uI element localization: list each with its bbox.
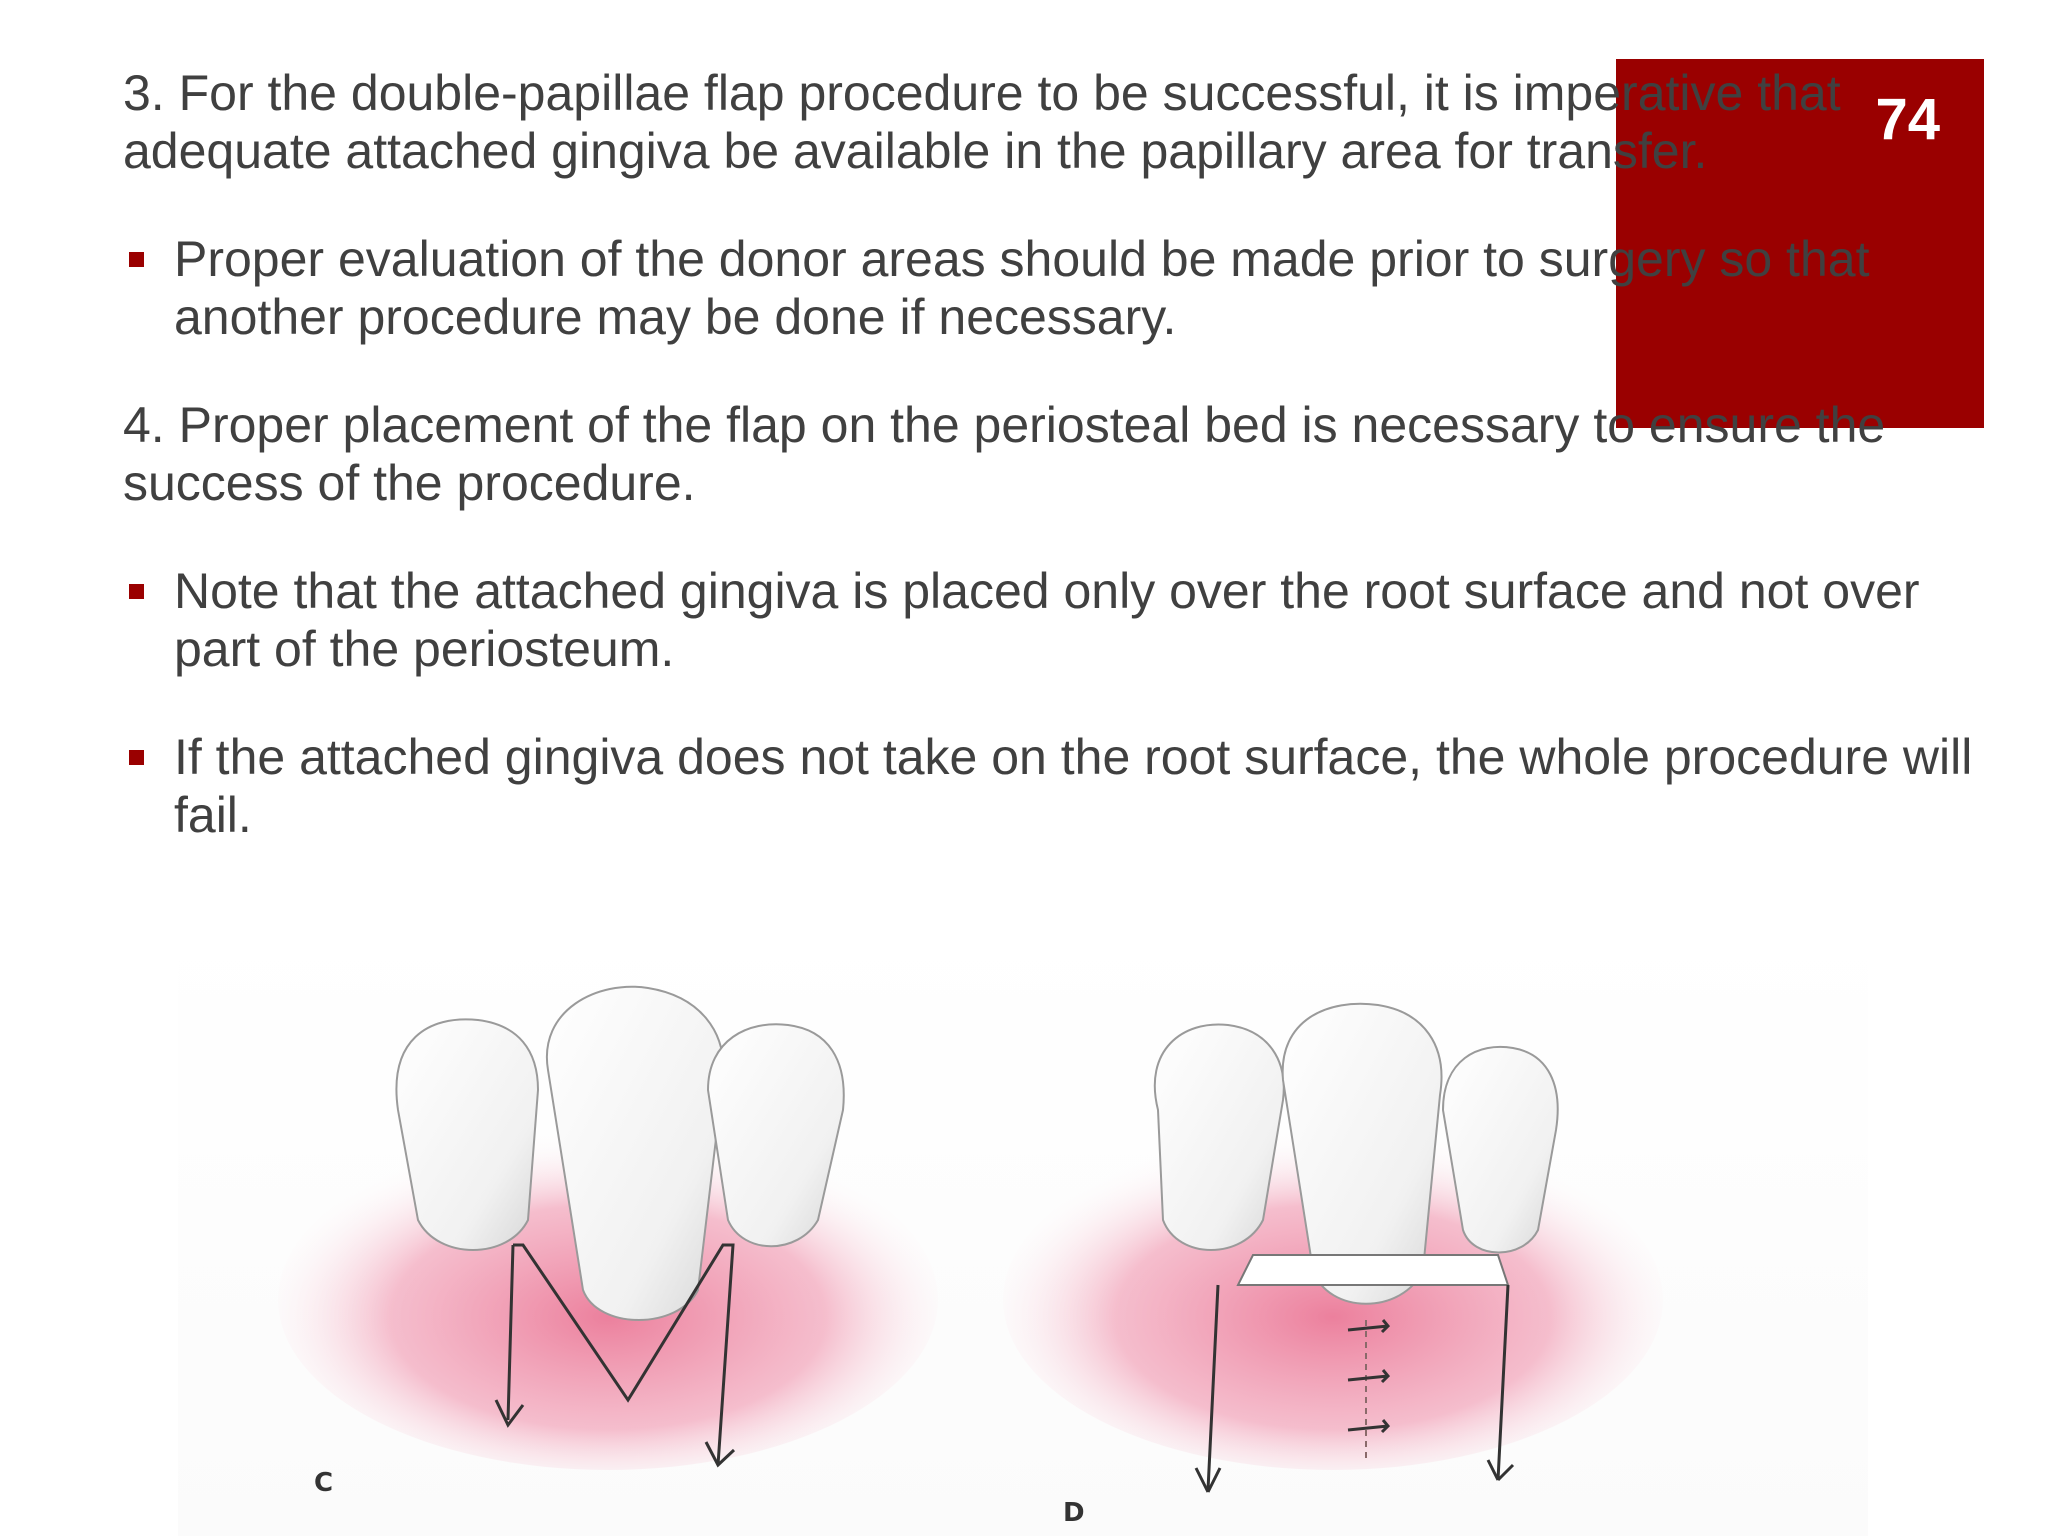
figure-label-d: D (1063, 1498, 1085, 1528)
figure-d (1003, 1004, 1663, 1492)
slide-number: 74 (1875, 87, 1940, 152)
bullet-procedure-failure (123, 728, 2003, 844)
tooth-left (396, 1019, 538, 1250)
bullet-text: If the attached gingiva does not take on the root surface, the whole procedure will fail. (174, 729, 1973, 843)
bullet-square-icon (129, 252, 144, 267)
flap-band (1238, 1255, 1508, 1285)
tooth-left (1155, 1024, 1284, 1250)
bullet-square-icon (129, 750, 144, 765)
teeth-drawing (178, 920, 1868, 1536)
figure-label-c: C (314, 1468, 334, 1498)
paragraph-point-4: 4. Proper placement of the flap on the periosteal bed is necessary to ensure the success of the procedure. (123, 397, 1886, 511)
bullet-root-surface-placement (123, 562, 2003, 678)
bullet-text: Proper evaluation of the donor areas should be made prior to surgery so that another procedure may be done if necessary. (174, 231, 1870, 345)
slide-body (123, 64, 2003, 844)
bullet-donor-evaluation (123, 230, 2003, 346)
paragraph-point-3: 3. For the double-papillae flap procedure to be successful, it is imperative that adequate attached gingiva be available in the papillary area for transfer. (123, 65, 1841, 179)
bullet-square-icon (129, 584, 144, 599)
dental-flap-illustration (178, 920, 1868, 1536)
bullet-text: Note that the attached gingiva is placed only over the root surface and not over part of the periosteum. (174, 563, 1920, 677)
figure-c (278, 987, 938, 1470)
